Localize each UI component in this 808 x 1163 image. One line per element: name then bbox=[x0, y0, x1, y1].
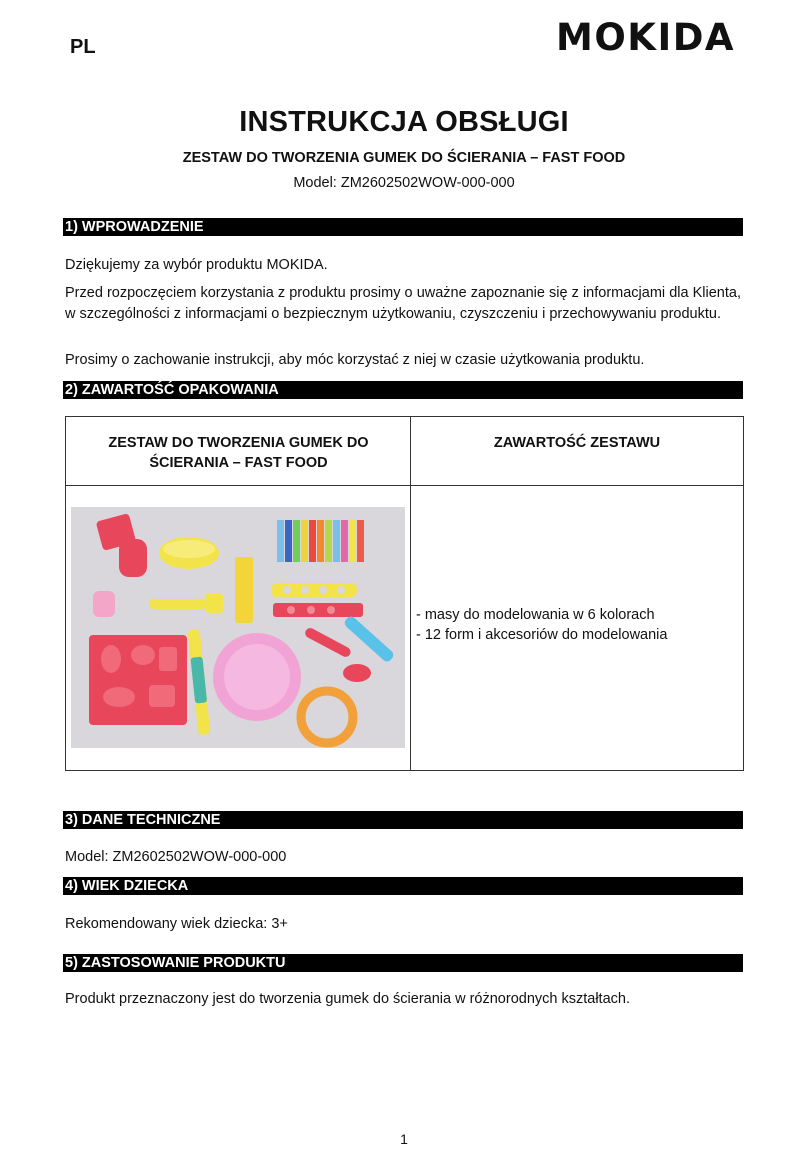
contents-table bbox=[65, 416, 744, 771]
intro-paragraph-thanks: Dziękujemy za wybór produktu MOKIDA. bbox=[65, 257, 328, 273]
table-row-divider bbox=[66, 485, 743, 486]
usage-text: Produkt przeznaczony jest do tworzenia gumek do ścierania w różnorodnych kształtach. bbox=[65, 991, 630, 1007]
section-heading-contents: 2) ZAWARTOŚĆ OPAKOWANIA bbox=[63, 381, 743, 399]
model-line: Model: ZM2602502WOW-000-000 bbox=[293, 175, 515, 191]
brand-logo-text: MOKIDA bbox=[556, 17, 736, 55]
page-number: 1 bbox=[400, 1131, 408, 1147]
tech-model: Model: ZM2602502WOW-000-000 bbox=[65, 849, 287, 865]
section-heading-age: 4) WIEK DZIECKA bbox=[63, 877, 743, 895]
document-subtitle: ZESTAW DO TWORZENIA GUMEK DO ŚCIERANIA – FAST FOOD bbox=[182, 150, 626, 166]
mokida-logo bbox=[556, 17, 738, 55]
table-column-divider bbox=[410, 417, 411, 770]
contents-list bbox=[416, 605, 667, 645]
section-heading-usage: 5) ZASTOSOWANIE PRODUKTU bbox=[63, 954, 743, 972]
product-photo bbox=[71, 507, 405, 748]
table-header-set: ZESTAW DO TWORZENIA GUMEK DO ŚCIERANIA – FAST FOOD bbox=[108, 435, 369, 471]
intro-paragraph-keep: Prosimy o zachowanie instrukcji, aby móc korzystać z niej w czasie użytkowania produktu. bbox=[65, 352, 645, 368]
intro-paragraph-info: Przed rozpoczęciem korzystania z produktu prosimy o uważne zapoznanie się z informacjami dla Klienta, w szczególności z informacjami o bezpiecznym użytkowaniu, czyszczeniu i przechowywaniu produktu. bbox=[65, 285, 741, 322]
table-header-contents: ZAWARTOŚĆ ZESTAWU bbox=[493, 435, 661, 451]
contents-item-moulds: - 12 form i akcesoriów do modelowania bbox=[416, 627, 668, 643]
contents-item-clay: - masy do modelowania w 6 kolorach bbox=[416, 607, 655, 623]
age-text: Rekomendowany wiek dziecka: 3+ bbox=[65, 916, 288, 932]
document-title: INSTRUKCJA OBSŁUGI bbox=[239, 106, 569, 138]
language-code: PL bbox=[70, 36, 96, 58]
section-heading-tech: 3) DANE TECHNICZNE bbox=[63, 811, 743, 829]
section-heading-intro: 1) WPROWADZENIE bbox=[63, 218, 743, 236]
